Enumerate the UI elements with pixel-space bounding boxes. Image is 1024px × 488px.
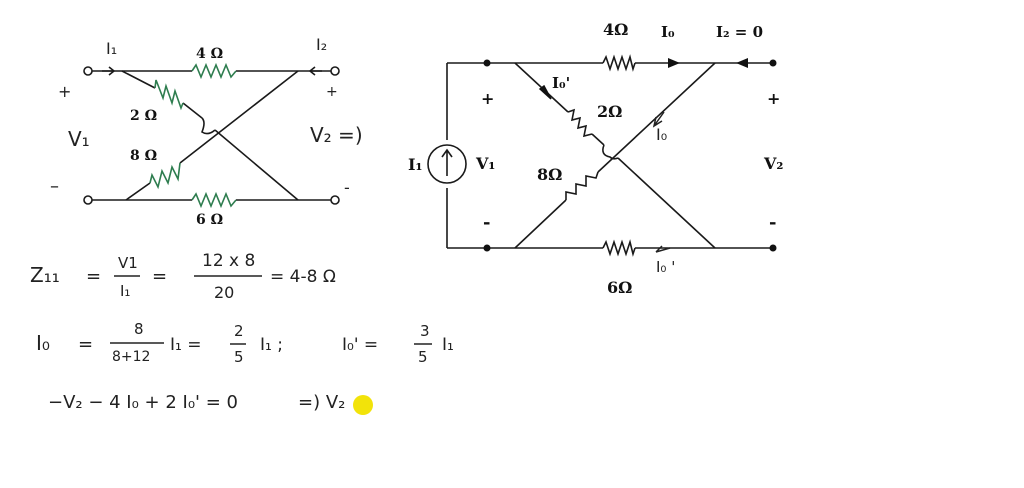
arrow-i1: [102, 67, 114, 75]
eq1-equals-a: =: [86, 266, 102, 287]
eq1-equals-b: =: [152, 266, 168, 287]
resistor-8ohm-right: [566, 172, 598, 200]
label-minus-left-right: -: [483, 212, 491, 233]
label-6ohm-right: 6Ω: [607, 278, 633, 297]
eq2-frac2-den: 5: [234, 348, 244, 366]
eq2-lhs: I₀: [36, 331, 50, 355]
label-8ohm-right: 8Ω: [537, 165, 563, 184]
equation-3: [48, 392, 373, 415]
right-circuit: [408, 20, 783, 297]
node-bottom-left: [484, 245, 491, 252]
arrow-i2: [310, 67, 322, 75]
label-6ohm-left: 6 Ω: [196, 212, 224, 228]
terminal-top-left: [84, 67, 92, 75]
label-v2-left: V₂ =): [310, 123, 363, 147]
eq2-frac3-num: 3: [420, 322, 430, 340]
current-source-arrow: [442, 150, 452, 176]
label-plus-left-right: +: [481, 89, 495, 108]
node-bottom-right: [770, 245, 777, 252]
eq2-after: I₁ ;: [260, 335, 283, 355]
label-minus-right-left: -: [344, 178, 350, 197]
label-v1-left: V₁: [68, 127, 90, 151]
eq1-frac-den: I₁: [120, 282, 131, 300]
arrow-i2-right: [736, 58, 748, 68]
label-io-hand-right: I₀: [656, 125, 668, 144]
equation-2: [36, 320, 454, 366]
label-plus-left: +: [58, 82, 72, 101]
arrow-hand-io-prime-right: [656, 246, 670, 252]
terminal-bottom-right: [331, 196, 339, 204]
equation-1: [30, 251, 336, 302]
label-i2-left: I₂: [316, 35, 328, 54]
eq2-mult: I₁ =: [170, 335, 202, 355]
label-2ohm-right: 2Ω: [597, 102, 623, 121]
eq2-equals-a: =: [78, 334, 94, 355]
label-minus-right-right: -: [769, 212, 777, 233]
eq2-frac-num: 8: [134, 320, 144, 338]
eq1-lhs: Z₁₁: [30, 263, 60, 287]
label-io-prime-hand-right: I₀ ': [656, 258, 676, 276]
label-v2-right: V₂: [764, 154, 784, 173]
label-source-i1: I₁: [408, 155, 423, 174]
terminal-top-right: [331, 67, 339, 75]
label-io-right: I₀: [661, 23, 675, 41]
eq2-frac2-num: 2: [234, 322, 244, 340]
label-minus-left: –: [50, 176, 59, 197]
label-2ohm-left: 2 Ω: [130, 108, 158, 124]
resistor-8ohm-left: [150, 163, 180, 187]
label-i2-zero-right: I₂ = 0: [716, 23, 764, 41]
terminal-bottom-left: [84, 196, 92, 204]
arrow-io-prime-right: [540, 86, 551, 99]
eq2-prime-lhs: I₀' =: [342, 335, 379, 355]
node-top-left: [484, 60, 491, 67]
left-circuit: [50, 35, 363, 228]
resistor-2ohm-left: [155, 80, 183, 108]
arrow-io-right: [668, 58, 680, 68]
crossing-hop-right: [603, 145, 618, 159]
resistor-4ohm-left: [192, 65, 236, 77]
resistor-4ohm-right: [603, 57, 635, 69]
eq1-result: = 4-8 Ω: [270, 267, 336, 287]
pointer-highlight-dot: [353, 395, 373, 415]
label-plus-right-right: +: [767, 89, 781, 108]
eq1-big-den: 20: [214, 283, 235, 302]
label-8ohm-left: 8 Ω: [130, 148, 158, 164]
wire-diag-b: [126, 71, 298, 200]
crossing-hop-left: [202, 118, 215, 134]
resistor-6ohm-right: [603, 242, 635, 254]
label-i1-left: I₁: [106, 39, 118, 58]
eq2-frac-den: 8+12: [112, 349, 151, 365]
wire-diag-a: [122, 71, 298, 200]
eq1-frac-num: V1: [118, 254, 138, 272]
label-v1-right: V₁: [476, 154, 496, 173]
eq3-text: −V₂ − 4 I₀ + 2 I₀' = 0: [48, 392, 238, 413]
eq2-frac3-den: 5: [418, 348, 428, 366]
resistor-2ohm-right: [568, 110, 592, 136]
label-plus-right-left: +: [326, 84, 338, 100]
eq1-big-num: 12 x 8: [202, 251, 256, 271]
label-io-prime-right: I₀': [552, 74, 571, 92]
eq2-tail: I₁: [442, 335, 454, 355]
label-4ohm-right: 4Ω: [603, 20, 629, 39]
eq3-implies: =) V₂: [298, 392, 346, 413]
node-top-right: [770, 60, 777, 67]
label-4ohm-left: 4 Ω: [196, 46, 224, 62]
resistor-6ohm-left: [192, 194, 236, 206]
